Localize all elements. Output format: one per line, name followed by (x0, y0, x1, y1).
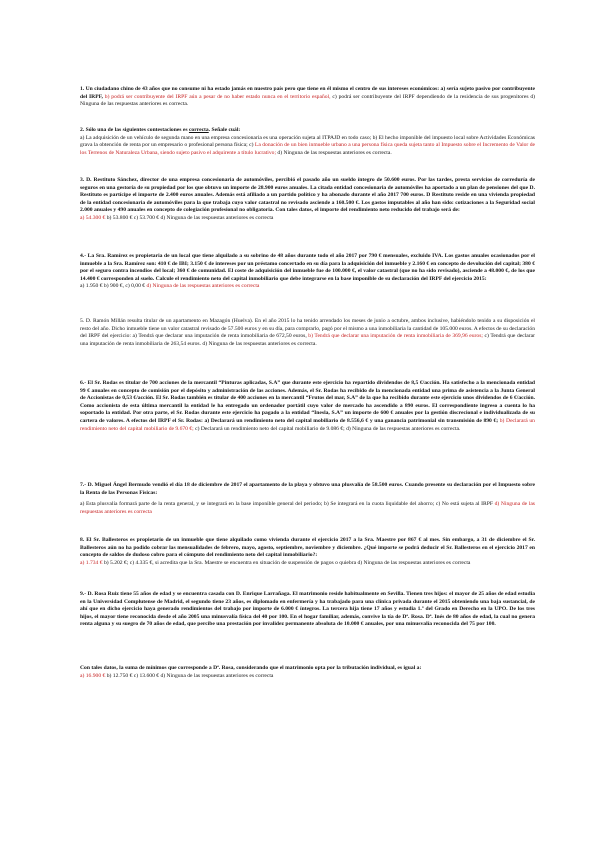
question-2-highlighted-option: La donación de un bien inmueble urbano a una persona física queda sujeta tanto al Impuesto sobre el Incremento de Valor de los Terrenos de Naturaleza Urbana, siendo sujeto pasivo el adquirente a título lucrativo; (80, 142, 535, 156)
question-4 (80, 253, 535, 291)
question-8-other-options: b) 5.202 €; c) 4.335 €, si acredita que la Sra. Maestre se encuentra en situación de suspensión de pagos o quiebra d) Ninguna de las respuestas anteriores es correcta (103, 559, 471, 566)
question-2-stem-start: 2. Sólo una de las siguientes contestaciones es (80, 127, 188, 133)
question-9-highlighted-option: a) 16.900 € (80, 672, 106, 679)
question-4-highlighted-option: d) Ninguna de las respuestas anteriores es correcta (146, 283, 260, 290)
question-4-other-options: a) 1.950 € b) 900 €, c) 0,00 € (80, 283, 146, 290)
question-1-stem: 1. Un ciudadano chino de 43 años que no consume ni ha estado jamás en nuestro país pero que tiene en él mismo el centro de sus intereses económicos: a) sería sujeto pasivo por contribuyente del IRPF, (80, 86, 535, 100)
question-3-other-options: b) 53.800 € c) 53.700 € d) Ninguna de las respuestas anteriores es correcta (106, 214, 274, 221)
question-9-prompt-text: Con tales datos, la suma de mínimos que corresponde a Dª. Rosa, considerando que el matrimonio opta por la tributación individual, es igual a: (80, 665, 422, 671)
question-2 (80, 127, 535, 157)
question-9-other-options: b) 12.750 € c) 13.600 € d) Ninguna de las respuestas anteriores es correcta (106, 672, 274, 679)
question-9-prompt (80, 665, 535, 680)
question-8-stem: 8. El Sr. Ballesteros es propietario de un inmueble que tiene alquilado como vivienda durante el ejercicio 2017 a la Sra. Maestre por 867 € al mes. Sin embargo, a 31 de diciembre el Sr. Ballesteros aún no ha podido cobrar las mensualidades de febrero, mayo, agosto, septiembre, noviembre y diciembre. ¿Qué importe se podrá deducir el Sr. Ballesteros en el ejercicio 2017 en concepto de saldos de dudoso cobro para el cómputo del rendimiento neto del capital inmobiliario?: (80, 537, 535, 559)
question-2-option-d: d) Ninguna de las respuestas anteriores es correcta. (277, 149, 392, 156)
question-8 (80, 537, 535, 567)
question-6 (80, 380, 535, 433)
question-3-options (80, 215, 535, 223)
question-8-highlighted-option: a) 1.734 € (80, 559, 103, 566)
question-2-stem-end: . Señale cuál: (208, 127, 241, 133)
question-5-highlighted-option: b) Tendrá que declarar una imputación de renta inmobiliaria de 369,96 euros; (308, 333, 483, 340)
question-6-stem: 6.- El Sr. Rodas es titular de 700 acciones de la mercantil “Pinturas aplicadas, S.A” que durante este ejercicio ha repartido dividendos de 8,5 €/acción. Ha satisfecho a la mencionada entidad 99 € anuales en concepto de comisión por el depósito y administración de las acciones. Además, el Sr. Rodas ha recibido de la mencionada entidad una prima de asistencia a la Junta General de Accionistas de 0,53 €/acción. El Sr. Rodas también es titular de 400 acciones en la mercantil “Frutos del mar, S.A” de la que ha recibido durante este ejercicio unos dividendos de 6 €/acción. Como accionista de esta última mercantil la entidad le ha entregado un ordenador portátil cuyo valor de mercado ha ascendido a 890 euros. El correspondiente ingreso a cuenta lo ha soportado la entidad. Por otra parte, el Sr. Rodas durante este ejercicio ha pagado a la entidad “Inesla, S.A” un importe de 600 € anuales por la gestión discrecional e individualizada de su cartera de valores. A efectos del IRPF el Sr. Rodas: a) Declarará un rendimiento neto del capital mobiliario de 8.556,6 € y una ganancia patrimonial sin transmisión de 890 €; (80, 380, 535, 424)
question-7-other-options: a) Esta plusvalía formará parte de la renta general, y se integrará en la base imponible general del periodo; b) Se integrará en la cuota liquidable del ahorro; c) No está sujeta al IRPF (80, 501, 493, 508)
question-5 (80, 318, 535, 348)
question-7 (80, 482, 535, 516)
question-2-stem-underlined: correcta (188, 127, 209, 133)
question-6-highlighted-option: b) Declarará un rendimiento neto del capital mobiliario de 9.670 €; (80, 417, 535, 432)
question-7-highlighted-option: d) Ninguna de las respuestas anteriores es correcta (80, 501, 535, 515)
question-4-stem: 4.- La Sra. Ramírez es propietaria de un local que tiene alquilado a su sobrino de 48 años durante todo el año 2017 por 790 € mensuales, excluido IVA. Los gastos anuales ocasionados por el inmueble a la Sra. Ramírez son: 410 € de IBI; 3.150 € de intereses por un préstamo concertado en su día para la adquisición del inmueble y 2.160 € en concepto de devolución del capital; 380 € por el seguro contra incendios del local; 360 € de comunidad. El coste de adquisición del inmueble fue de 100.000 €, el valor catastral (que no ha sido revisado), asciende a 48.000 €, de los que 14.400 € corresponden al suelo. Calcule el rendimiento neto del capital inmobiliario que debe integrarse en la base imponible de su declaración del IRPF del ejercicio 2015: (80, 253, 535, 282)
question-9 (80, 591, 535, 629)
question-2-body (80, 135, 535, 158)
question-1 (80, 86, 535, 109)
question-5-stem: 5. D. Ramón Millán resulta titular de un apartamento en Mazagón (Huelva). En el año 2015 lo ha tenido arrendado los meses de junio a octubre, ambos inclusive, habiéndolo tenido a su disposición el resto del año. Dicho inmueble tiene un valor catastral revisado de 57.500 euros y en su día, para comprarlo, pagó por el mismo a una inmobiliaria la cantidad de 105.000 euros. A efectos de su declaración del IRPF del ejercicio: a) Tendrá que declarar una imputación de renta inmobiliaria de 672,50 euros, (80, 318, 535, 340)
question-1-highlighted-option: b) podrá ser contribuyente del IRPF aún a pesar de no haber estado nunca en el territorio español, (104, 93, 331, 100)
question-1-options: c) podrá ser contribuyente del IRPF dependiendo de la residencia de sus progenitores d) Ninguna de las respuestas anteriores es correcta. (80, 93, 536, 108)
question-7-options (80, 501, 535, 516)
question-4-options (80, 283, 535, 291)
question-6-other-options: c) Declarará un rendimiento neto del capital mobiliario de 9.086 €; d) Ninguna de las respuestas anteriores es correcta. (195, 425, 461, 432)
question-3 (80, 177, 535, 223)
question-2-stem (80, 127, 240, 133)
question-9-options (80, 673, 535, 681)
question-5-other-options: c) Tendrá que declarar una imputación de renta inmobiliaria de 263,54 euros. d) Ninguna de las respuestas anteriores es correcta. (80, 333, 535, 347)
question-8-options (80, 560, 535, 568)
question-2-options-a-b: a) La adquisición de un vehículo de segunda mano en una empresa concesionaria es una operación sujeta al ITPAJD en todo caso; b) El hecho imponible del impuesto local sobre Actividades Económicas grava la obtención de renta por un empresario o profesional persona física; c) (80, 134, 535, 149)
question-9-stem: 9.- D. Rosa Ruiz tiene 55 años de edad y se encuentra casada con D. Enrique Larrañaga. El matrimonio reside habitualmente en Sevilla. Tienen tres hijos: el mayor de 25 años de edad estudia en la Universidad Complutense de Madrid, el segundo tiene 23 años, es diplomado en enfermería y ha trabajado para una clínica privada durante el 2015 obteniendo una baja sustancial, de ahí que en dicho ejercicio haya generado rendimientos del trabajo por importe de 6.000 € íntegros. La tercera hija tiene 17 años y estudia 1.º del Grado en Derecho en la UPO. De los tres hijos, el mayor tiene reconocida desde el año 2005 una minusvalía física del 40 por 100. En el hogar familiar, además, convive la tía de Dª. Rosa. Dª. Inés de 80 años de edad, la cual no genera renta alguna y su suegro de 70 años de edad, que percibe una prestación por invalidez permanente absoluta de 10.000 € anuales, por una minusvalía reconocida del 75 por 100. (80, 591, 535, 628)
question-3-highlighted-option: a) 54.300 € (80, 214, 106, 221)
question-7-stem: 7.- D. Miguel Ángel Bermudo vendió el día 18 de diciembre de 2017 el apartamento de la playa y obtuvo una plusvalía de 58.500 euros. Cuando presente su declaración por el Impuesto sobre la Renta de las Personas Físicas: (80, 482, 535, 496)
question-3-stem: 3. D. Restituto Sánchez, director de una empresa concesionaria de automóviles, percibió el pasado año un sueldo íntegro de 50.600 euros. Por las tardes, presta servicios de correduría de seguros en una gestoría de su propiedad por los que obtuvo un importe de 28.900 euros anuales. La citada entidad concesionaria de automóviles ha aportado a un plan de pensiones del que D. Restituto es partícipe el importe de 2.400 euros anuales. Además está afiliado a un partido político y ha abonado durante el año 2017 700 euros. D Restituto reside en una vivienda propiedad de la entidad concesionaria de automóviles para la que trabaja cuyo valor catastral no revisado asciende a 160.500 €. Los gastos imputables al año han sido: cotizaciones a la Seguridad social 2.000 anuales y 490 anuales en concepto de colegiación profesional no obligatoria. Con tales datos, el importe del rendimiento neto reducido del trabajo será de: (80, 177, 535, 214)
